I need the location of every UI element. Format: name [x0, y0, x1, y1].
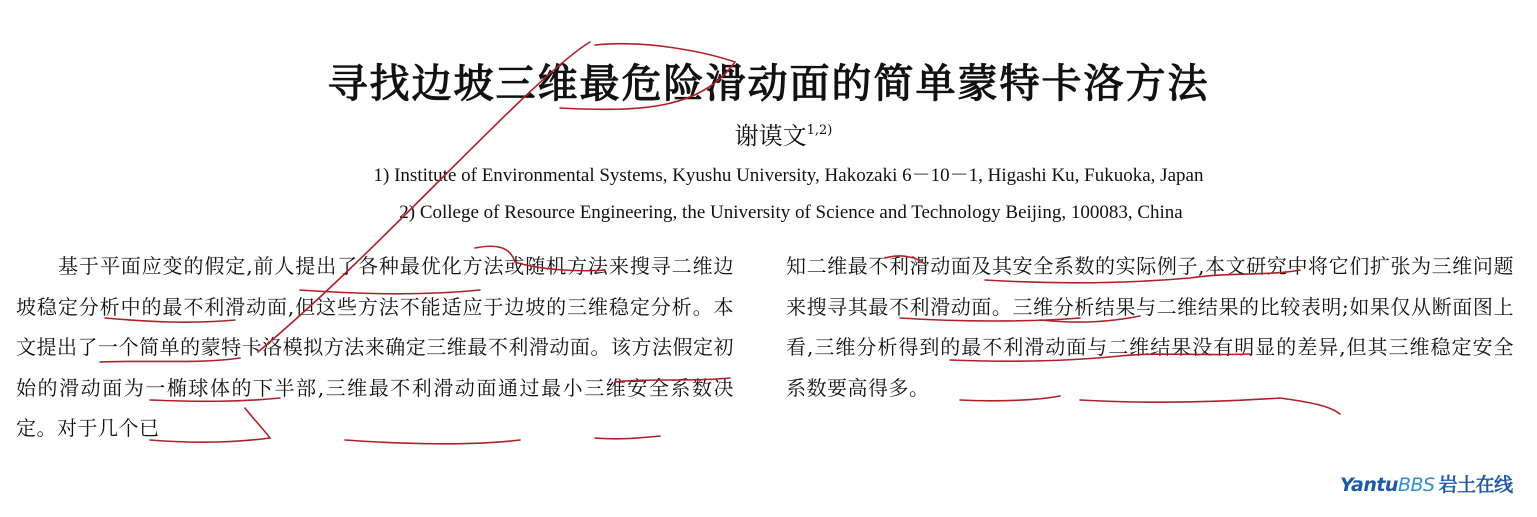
paper-title: 寻找边坡三维最危险滑动面的简单蒙特卡洛方法	[327, 61, 1210, 107]
watermark-part-2: BBS	[1397, 474, 1435, 496]
author-affiliation-marks: 1,2)	[806, 123, 833, 138]
abstract-left-column: 基于平面应变的假定,前人提出了各种最优化方法或随机方法来搜寻二维边坡稳定分析中的最不利滑动面,但这些方法不能适应于边坡的三维稳定分析。本文提出了一个简单的蒙特卡洛模拟方法来确定三维最不利滑动面。该方法假定初始的滑动面为一椭球体的下半部,三维最不利滑动面通过最小三维安全系数决定。对于几个已	[16, 254, 734, 440]
affiliation-2: 2) College of Resource Engineering, the University of Science and Technology Beijing, 100083, China	[399, 202, 1183, 223]
affiliation-1: 1) Institute of Environmental Systems, Kyushu University, Hakozaki 6－10－1, Higashi Ku, Fukuoka, Japan	[373, 165, 1204, 186]
author-name: 谢谟文	[734, 122, 807, 150]
author-line	[0, 116, 1537, 151]
site-watermark	[1340, 470, 1513, 497]
watermark-part-3: 岩土在线	[1438, 474, 1513, 496]
watermark-part-1: Yantu	[1340, 474, 1398, 496]
abstract-right-column: 知二维最不利滑动面及其安全系数的实际例子,本文研究中将它们扩张为三维问题来搜寻其最不利滑动面。三维分析结果与二维结果的比较表明;如果仅从断面图上看,三维分析得到的最不利滑动面与二维结果没有明显的差异,但其三维稳定安全系数要高得多。	[786, 254, 1514, 400]
